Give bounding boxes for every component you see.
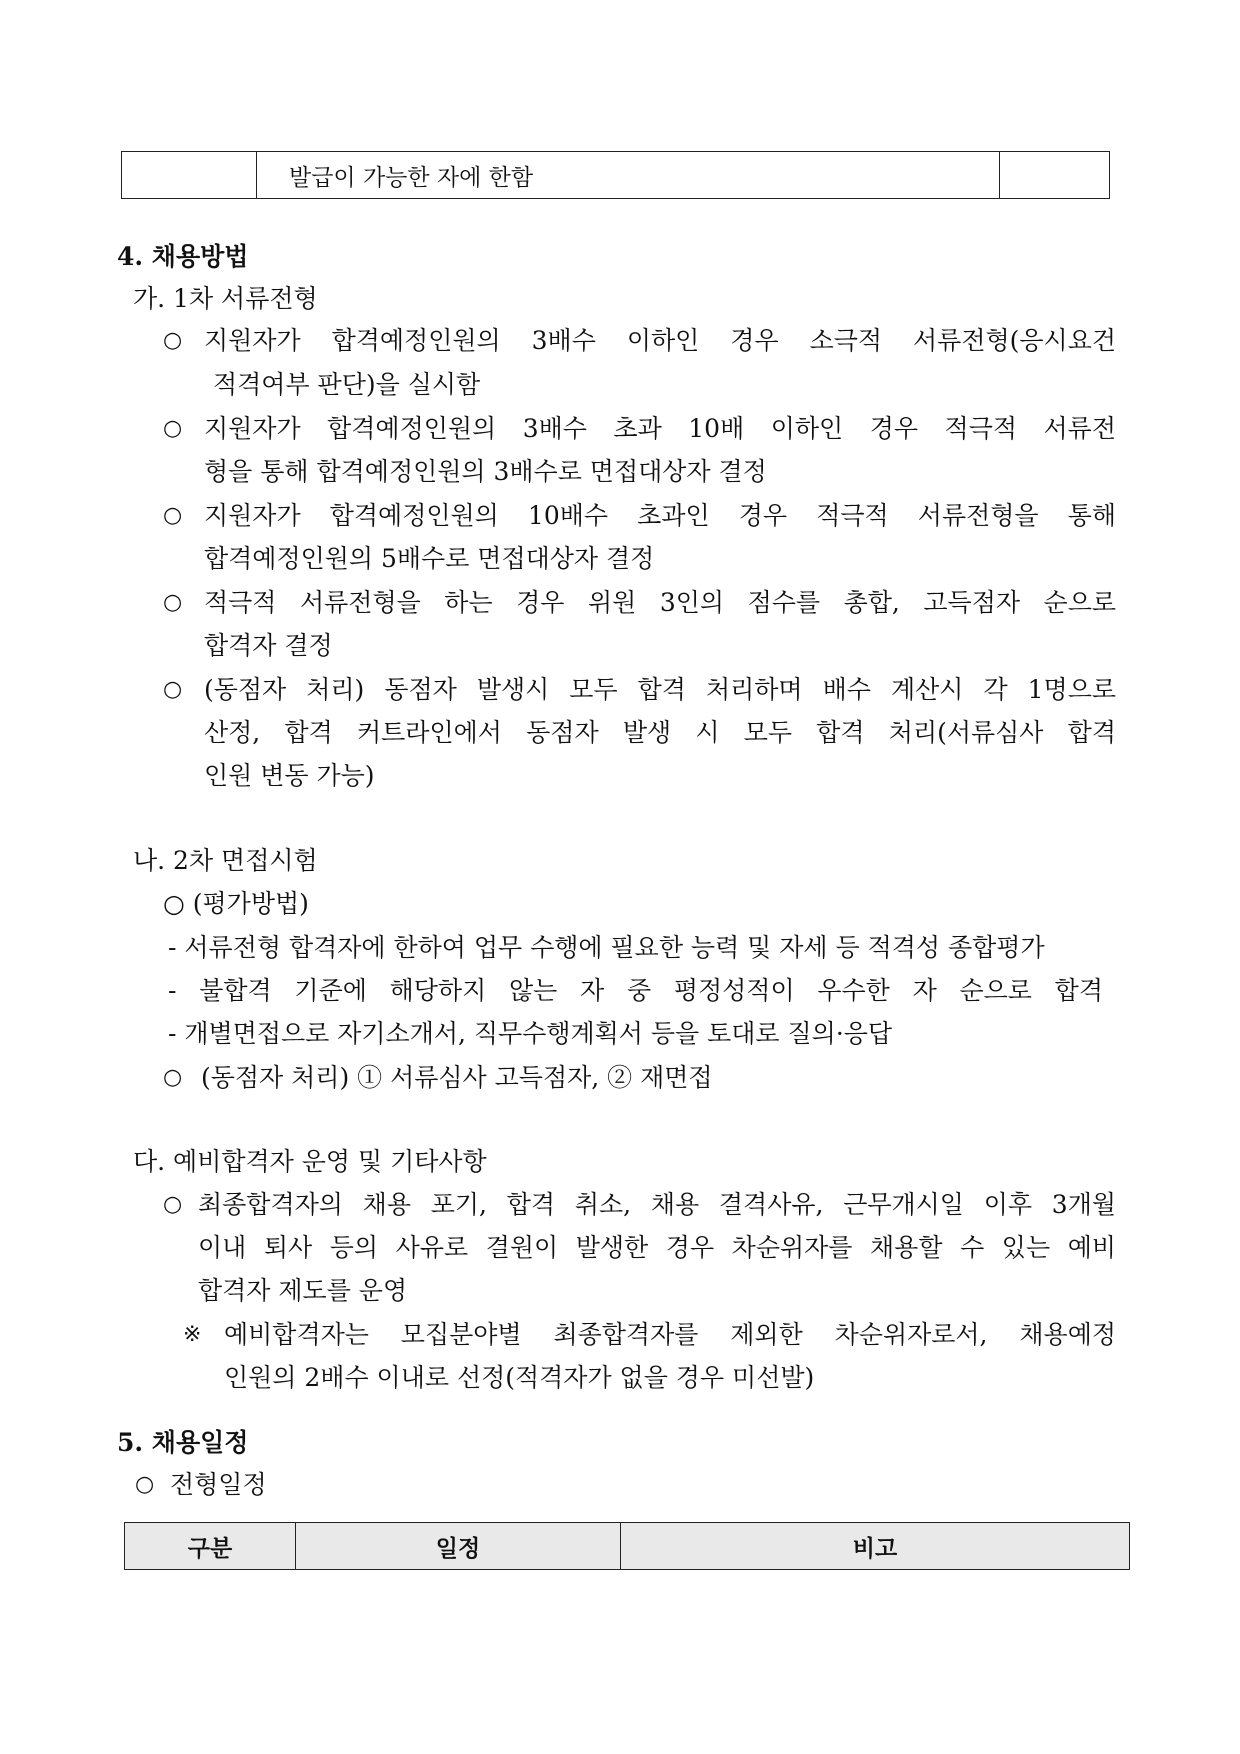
bullet-marker: ○	[163, 503, 183, 528]
dash-item: - 개별면접으로 자기소개서, 직무수행계획서 등을 토대로 질의·응답	[168, 1019, 893, 1048]
dash-item: - 불합격 기준에 해당하지 않는 자 중 평정성적이 우수한 자 순으로 합격	[168, 976, 1103, 1005]
paragraph-line: 산정, 합격 커트라인에서 동점자 발생 시 모두 합격 처리(서류심사 합격	[204, 718, 1116, 747]
subsection-da-title: 다. 예비합격자 운영 및 기타사항	[133, 1147, 487, 1176]
paragraph-line: (동점자 처리) 동점자 발생시 모두 합격 처리하며 배수 계산시 각 1명으로	[204, 675, 1116, 704]
table-cell: 발급이 가능한 자에 한함	[257, 152, 1000, 199]
paragraph-line: 지원자가 합격예정인원의 3배수 이하인 경우 소극적 서류전형(응시요건	[204, 326, 1116, 355]
paragraph-line: 형을 통해 합격예정인원의 3배수로 면접대상자 결정	[204, 457, 767, 486]
paragraph-line: 적극적 서류전형을 하는 경우 위원 3인의 점수를 총합, 고득점자 순으로	[204, 588, 1116, 617]
bullet-marker: ○	[163, 590, 183, 615]
bullet-marker: ○	[163, 328, 183, 353]
schedule-subtitle: 전형일정	[170, 1470, 267, 1499]
subsection-na-title: 나. 2차 면접시험	[133, 846, 318, 875]
table-row	[122, 152, 1110, 199]
note-line: 예비합격자는 모집분야별 최종합격자를 제외한 차순위자로서, 채용예정	[224, 1320, 1116, 1349]
eval-method-label: ○ (평가방법)	[163, 889, 309, 918]
note-line: 인원의 2배수 이내로 선정(적격자가 없을 경우 미선발)	[224, 1363, 815, 1392]
paragraph-line: 합격자 결정	[204, 631, 333, 660]
column-header: 구분	[125, 1523, 296, 1570]
table-header-row	[125, 1523, 1130, 1570]
tie-break-rule: (동점자 처리) ① 서류심사 고득점자, ② 재면접	[201, 1063, 713, 1092]
paragraph-line: 적격여부 판단)을 실시함	[213, 370, 481, 399]
bullet-marker: ○	[163, 416, 183, 441]
table-cell	[1000, 152, 1110, 199]
paragraph-line: 합격자 제도를 운영	[198, 1276, 408, 1305]
paragraph-line: 인원 변동 가능)	[204, 761, 375, 790]
bullet-marker: ○	[163, 677, 183, 702]
eligibility-table-continuation	[121, 151, 1110, 199]
table-cell	[122, 152, 257, 199]
section-5-title: 5. 채용일정	[117, 1428, 249, 1457]
column-header: 일정	[296, 1523, 621, 1570]
paragraph-line: 지원자가 합격예정인원의 3배수 초과 10배 이하인 경우 적극적 서류전	[204, 414, 1116, 443]
dash-item: - 서류전형 합격자에 한하여 업무 수행에 필요한 능력 및 자세 등 적격성 종합평가	[168, 933, 1045, 962]
paragraph-line: 이내 퇴사 등의 사유로 결원이 발생한 경우 차순위자를 채용할 수 있는 예비	[198, 1233, 1116, 1262]
bullet-marker: ○	[163, 1192, 183, 1217]
paragraph-line: 합격예정인원의 5배수로 면접대상자 결정	[204, 544, 655, 573]
paragraph-line: 지원자가 합격예정인원의 10배수 초과인 경우 적극적 서류전형을 통해	[204, 501, 1116, 530]
paragraph-line: 최종합격자의 채용 포기, 합격 취소, 채용 결격사유, 근무개시일 이후 3개월	[198, 1190, 1116, 1219]
bullet-marker: ○	[163, 1065, 183, 1090]
column-header: 비고	[621, 1523, 1130, 1570]
section-4-title: 4. 채용방법	[117, 242, 249, 271]
schedule-table	[124, 1522, 1130, 1570]
subsection-ga-title: 가. 1차 서류전형	[133, 284, 318, 313]
note-mark: ※	[183, 1322, 202, 1347]
bullet-marker: ○	[135, 1472, 155, 1497]
